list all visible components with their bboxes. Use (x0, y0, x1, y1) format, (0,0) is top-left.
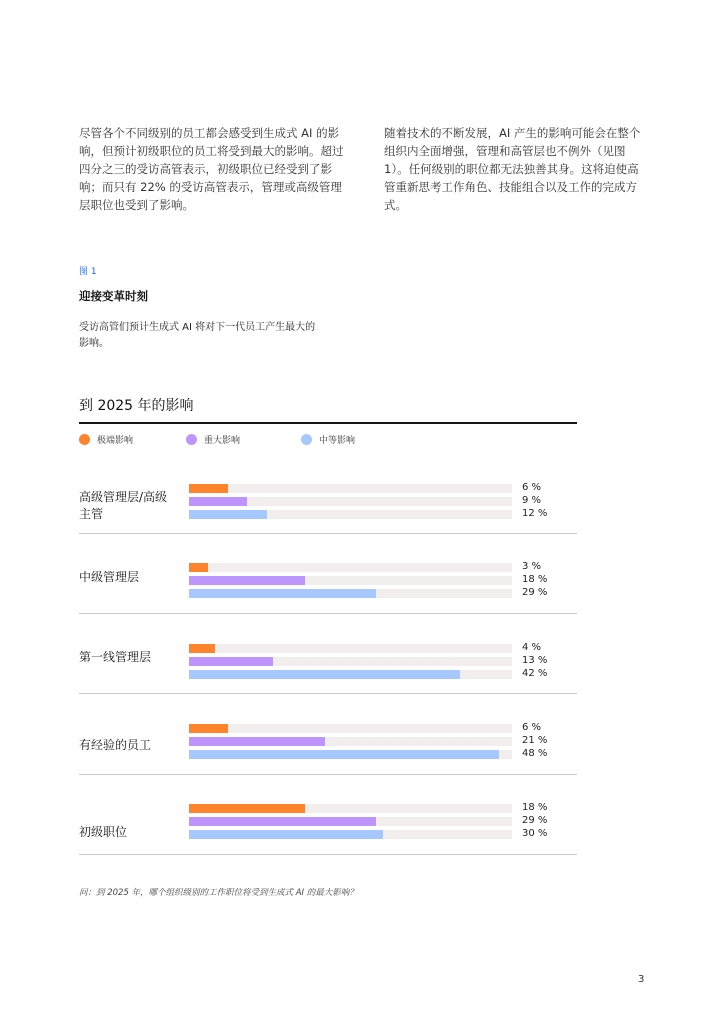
bar-extreme-entry-level (189, 804, 305, 813)
bar-moderate-middle-management (189, 589, 376, 598)
bar-extreme-middle-management (189, 563, 208, 572)
bar-track (189, 750, 512, 759)
value-label-major-frontline-management: 13 % (522, 655, 548, 666)
value-label-extreme-frontline-management: 4 % (522, 642, 542, 653)
legend-item-moderate (301, 433, 355, 446)
bar-track (189, 563, 512, 572)
bar-track (189, 484, 512, 493)
page-number: 3 (638, 974, 645, 985)
bar-major-senior-executives (189, 497, 247, 506)
body-paragraph-left: 尽管各个不同级别的员工都会感受到生成式 AI 的影响，但预计初级职位的员工将受到最大的影响。超过四分之三的受访高管表示，初级职位已经受到了影响；而只有 22% 的受访高管表示，管理或高级管理层职位也受到了影响。 (79, 126, 344, 212)
value-label-extreme-entry-level: 18 % (522, 802, 548, 813)
category-label-middle-management: 中级管理层 (79, 570, 140, 584)
group-experienced-staff (79, 695, 577, 775)
bar-track (189, 724, 512, 733)
survey-question: 问：到 2025 年，哪个组织级别的工作职位将受到生成式 AI 的最大影响？ (79, 888, 358, 898)
legend-swatch-major (186, 434, 197, 445)
bar-major-entry-level (189, 817, 376, 826)
bar-track (189, 670, 512, 679)
bar-track (189, 576, 512, 585)
bar-track (189, 817, 512, 826)
value-label-moderate-frontline-management: 42 % (522, 668, 548, 679)
legend-label-moderate: 中等影响 (319, 436, 356, 446)
bar-track (189, 737, 512, 746)
legend-label-major: 重大影响 (204, 436, 241, 446)
legend-swatch-moderate (301, 434, 312, 445)
legend-item-major (186, 433, 240, 446)
bar-moderate-entry-level (189, 830, 383, 839)
group-frontline-management (79, 614, 577, 694)
value-label-moderate-middle-management: 29 % (522, 587, 548, 598)
bar-major-middle-management (189, 576, 305, 585)
bar-track (189, 804, 512, 813)
bar-track (189, 657, 512, 666)
category-label-entry-level: 初级职位 (79, 825, 128, 839)
chart-title: 到 2025 年的影响 (79, 398, 194, 414)
value-label-major-middle-management: 18 % (522, 574, 548, 585)
value-label-extreme-senior-executives: 6 % (522, 482, 542, 493)
value-label-extreme-experienced-staff: 6 % (522, 722, 542, 733)
figure-title: 迎接变革时刻 (79, 289, 148, 303)
chart-title-rule (79, 422, 577, 424)
value-label-extreme-middle-management: 3 % (522, 561, 542, 572)
category-label-senior-executives: 高级管理层/高级主管 (79, 490, 168, 521)
group-divider (79, 854, 577, 855)
body-paragraph-right: 随着技术的不断发展，AI 产生的影响可能会在整个组织内全面增强，管理和高管层也不例外（见图 1）。任何级别的职位都无法独善其身。这将迫使高管重新思考工作角色、技能组合以及工作的完成方式。 (384, 126, 641, 212)
value-label-moderate-experienced-staff: 48 % (522, 748, 548, 759)
bar-major-experienced-staff (189, 737, 325, 746)
group-middle-management (79, 534, 577, 614)
value-label-moderate-senior-executives: 12 % (522, 508, 548, 519)
category-label-experienced-staff: 有经验的员工 (79, 738, 152, 752)
bar-moderate-senior-executives (189, 510, 267, 519)
category-label-frontline-management: 第一线管理层 (79, 650, 152, 664)
bar-track (189, 589, 512, 598)
bar-moderate-frontline-management (189, 670, 460, 679)
group-senior-executives (79, 454, 577, 534)
bar-major-frontline-management (189, 657, 273, 666)
value-label-major-entry-level: 29 % (522, 815, 548, 826)
bar-track (189, 830, 512, 839)
legend-item-extreme (79, 433, 133, 446)
value-label-moderate-entry-level: 30 % (522, 828, 548, 839)
group-entry-level (79, 775, 577, 855)
figure-label: 图 1 (79, 267, 97, 277)
bar-track (189, 644, 512, 653)
bar-extreme-frontline-management (189, 644, 215, 653)
legend-swatch-extreme (79, 434, 90, 445)
value-label-major-senior-executives: 9 % (522, 495, 542, 506)
bar-track (189, 497, 512, 506)
figure-description: 受访高管们预计生成式 AI 将对下一代员工产生最大的影响。 (79, 322, 316, 349)
bar-extreme-experienced-staff (189, 724, 228, 733)
bar-extreme-senior-executives (189, 484, 228, 493)
legend-label-extreme: 极端影响 (97, 436, 134, 446)
bar-moderate-experienced-staff (189, 750, 499, 759)
bar-track (189, 510, 512, 519)
value-label-major-experienced-staff: 21 % (522, 735, 548, 746)
group-divider (79, 693, 577, 694)
